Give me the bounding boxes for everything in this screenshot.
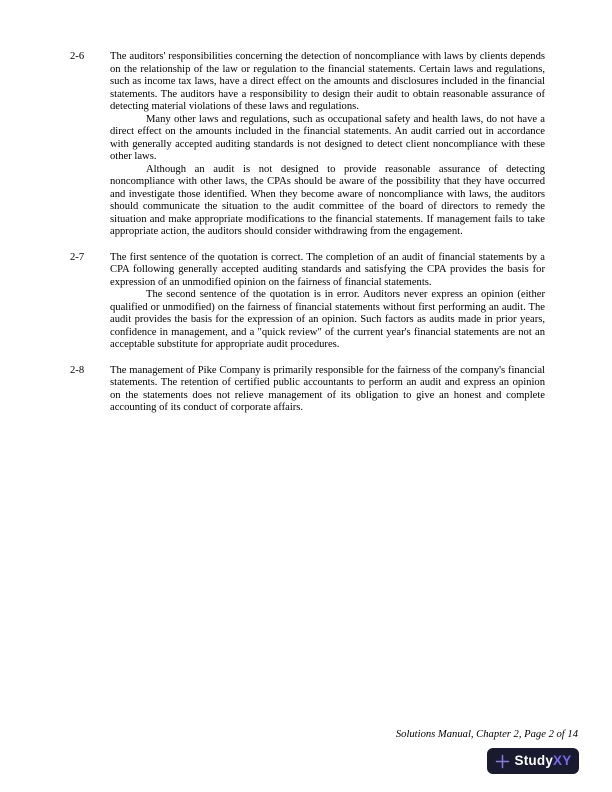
question-number: 2-8: [70, 364, 85, 376]
answer-paragraph: The management of Pike Company is primarily responsible for the fairness of the company's financial statements. The retention of certified public accountants to perform an audit and express an opinion on the statements does not relieve management of its obligation to give an honest and complete accounting of its conduct of corporate affairs.: [110, 364, 545, 413]
question-number: 2-7: [70, 251, 85, 263]
brand-name-primary: Study: [514, 753, 554, 769]
brand-name-accent: XY: [553, 753, 572, 769]
answer-body: [110, 365, 545, 415]
answer-item-2-7: [70, 252, 548, 352]
studyxy-watermark-badge[interactable]: [487, 748, 579, 774]
page-footer: Solutions Manual, Chapter 2, Page 2 of 14: [395, 729, 578, 740]
answer-item-2-8: [70, 365, 548, 415]
plus-icon: [495, 754, 510, 769]
answer-item-2-6: [70, 51, 548, 239]
question-number: 2-6: [70, 51, 85, 62]
answer-paragraph: The first sentence of the quotation is correct. The completion of an audit of financial statements by a CPA following generally accepted auditing standards and satisfying the CPA provides the basis for expression of an unmodified opinion on the fairness of financial statements.: [110, 251, 545, 288]
brand-name: [515, 754, 572, 768]
answer-body: [110, 51, 545, 239]
answers-content: [70, 51, 548, 415]
answer-paragraph: Although an audit is not designed to provide reasonable assurance of detecting noncompliance with other laws, the CPAs should be aware of the possibility that they have occurred and investigate those identified. When they become aware of noncompliance with laws, the auditors should communicate the situation to the audit committee of the board of directors to remedy the situation and make appropriate modifications to the financial statements. If management fails to take appropriate action, the auditors should consider withdrawing from the engagement.: [110, 163, 545, 237]
answer-paragraph: Many other laws and regulations, such as occupational safety and health laws, do not have a direct effect on the amounts included in the financial statements. An audit carried out in accordance with generally accepted auditing standards is not designed to detect client noncompliance with these other laws.: [110, 113, 545, 162]
answer-paragraph: The auditors' responsibilities concerning the detection of noncompliance with laws by clients depends on the relationship of the law or regulation to the financial statements. Certain laws and regulations, such as income tax laws, have a direct effect on the amounts and disclosures included in the financial statements. The auditors have a responsibility to design their audit to obtain reasonable assurance of detecting material violations of these laws and regulations.: [110, 51, 545, 112]
answer-paragraph: The second sentence of the quotation is in error. Auditors never express an opinion (either qualified or unmodified) on the fairness of financial statements without first performing an audit. The audit provides the basis for the expression of an opinion. Such factors as audits made in prior years, confidence in management, and a "quick review" of the current year's financial statements are not an acceptable substitute for appropriate audit procedures.: [110, 289, 545, 350]
answer-body: [110, 252, 545, 352]
